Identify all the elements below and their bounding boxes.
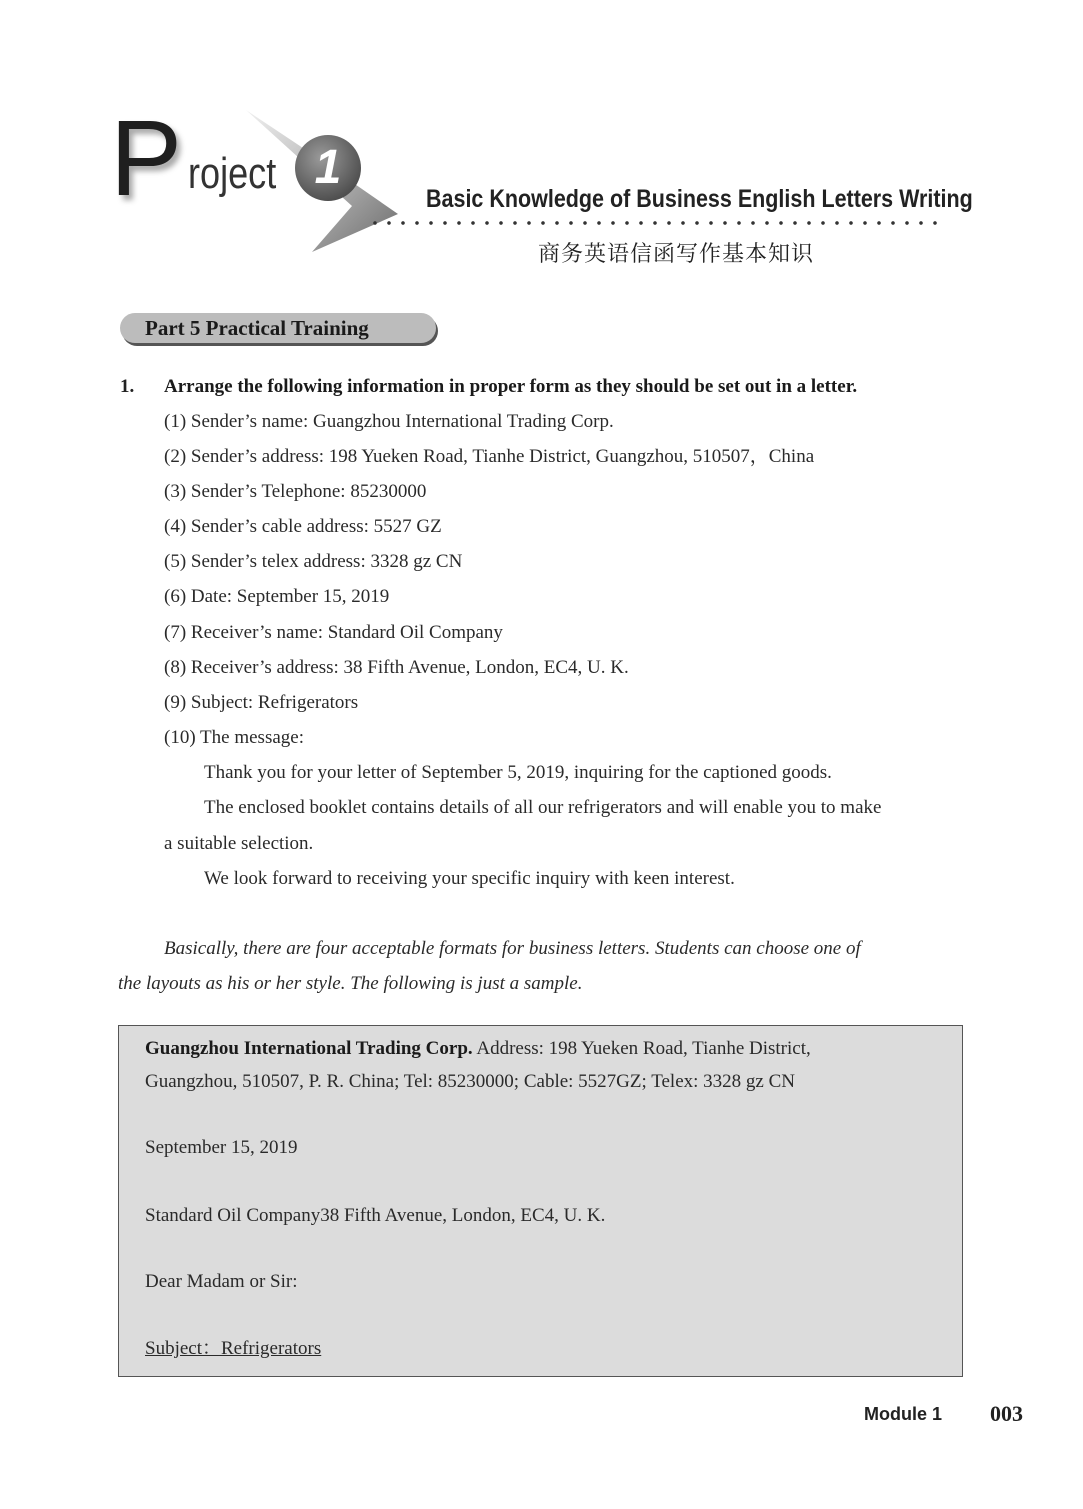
sample-letterhead [145,1036,937,1062]
page-header [0,0,1083,290]
dotted-divider [368,219,940,227]
list-item: (3) Sender’s Telephone: 85230000 [164,481,427,502]
sample-date: September 15, 2019 [145,1137,298,1158]
question-number: 1. [120,376,135,397]
list-item: (6) Date: September 15, 2019 [164,586,390,607]
section-badge [120,313,436,343]
list-item: (5) Sender’s telex address: 3328 gz CN [164,551,463,572]
project-number: 1 [314,141,342,194]
page-title-chinese: 商务英语信函写作基本知识 [538,242,815,267]
sample-salutation: Dear Madam or Sir: [145,1271,298,1292]
message-line: Thank you for your letter of September 5, 2019, inquiring for the captioned goods. [204,762,832,783]
page-number: 003 [990,1401,1023,1426]
sample-subject: Subject：Refrigerators [145,1338,322,1359]
section-title: Part 5 Practical Training [145,316,369,340]
list-item: (2) Sender’s address: 198 Yueken Road, Tianhe District, Guangzhou, 510507，China [164,446,815,467]
sample-sender-address: Address: 198 Yueken Road, Tianhe District, [472,1038,811,1059]
project-initial-letter: P [110,97,183,218]
sample-sender-name: Guangzhou International Trading Corp. [145,1038,473,1059]
footer-module-label: Module 1 [864,1404,943,1424]
list-item: (8) Receiver’s address: 38 Fifth Avenue, London, EC4, U. K. [164,657,629,678]
list-item: (10) The message: [164,727,304,748]
note-line: the layouts as his or her style. The following is just a sample. [118,973,583,994]
message-line: a suitable selection. [164,833,314,854]
list-item: (1) Sender’s name: Guangzhou International Trading Corp. [164,411,614,432]
page-title-english: Basic Knowledge of Business English Letters Writing [426,185,973,213]
sample-receiver: Standard Oil Company38 Fifth Avenue, London, EC4, U. K. [145,1205,606,1226]
list-item: (9) Subject: Refrigerators [164,692,359,713]
message-line: We look forward to receiving your specific inquiry with keen interest. [204,868,735,889]
sample-letter-box [118,1025,963,1377]
question-prompt: Arrange the following information in proper form as they should be set out in a letter. [164,376,858,397]
sample-sender-contact: Guangzhou, 510507, P. R. China; Tel: 85230000; Cable: 5527GZ; Telex: 3328 gz CN [145,1071,795,1092]
list-item: (4) Sender’s cable address: 5527 GZ [164,516,442,537]
message-line: The enclosed booklet contains details of all our refrigerators and will enable you to make [204,797,882,818]
list-item: (7) Receiver’s name: Standard Oil Company [164,622,503,643]
note-line: Basically, there are four acceptable formats for business letters. Students can choose one of [164,938,861,959]
project-word: roject [188,149,277,198]
